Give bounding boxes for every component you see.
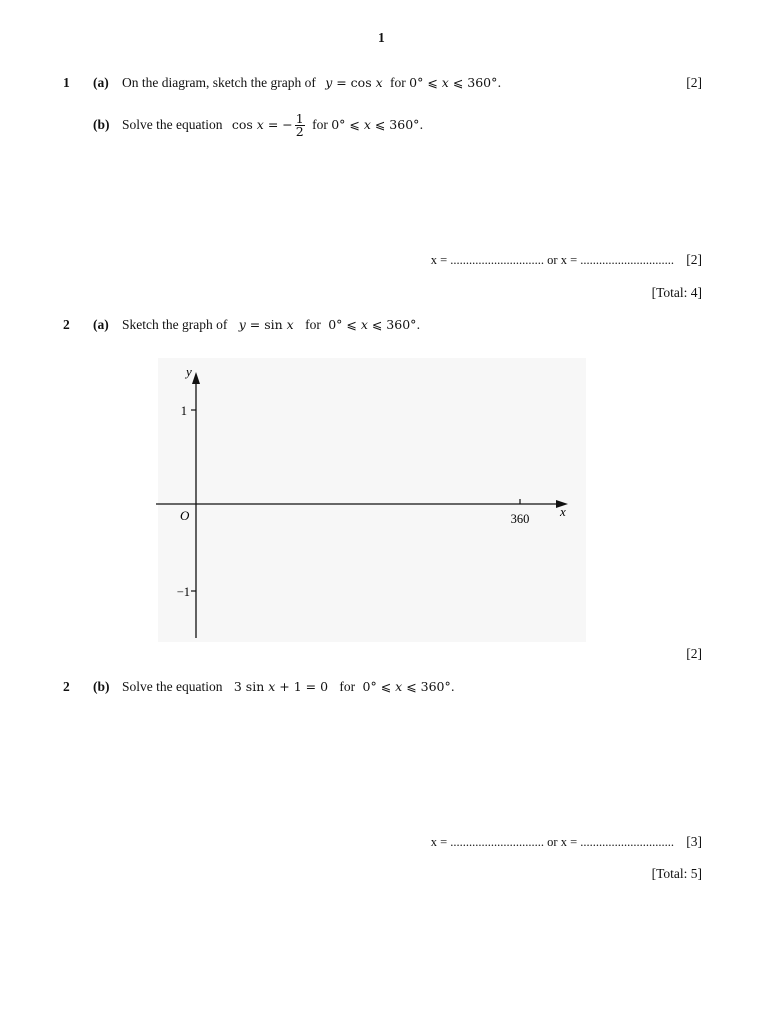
q2a-text — [122, 317, 420, 333]
q1b-equation: cos x = − $\frac{1}{2}$ — [231, 111, 304, 139]
q1-number: 1 — [63, 75, 70, 90]
q2-total: [Total: 5] — [651, 866, 702, 881]
q2-number: 2 — [63, 317, 70, 332]
q2a-for: for — [305, 317, 321, 332]
q2b-range: 0° ⩽ x ⩽ 360°. — [362, 679, 455, 694]
q2b-text — [122, 679, 455, 695]
q2b-for: for — [339, 679, 356, 694]
q1b-range: 0° ⩽ x ⩽ 360°. — [331, 117, 424, 132]
page-number: 1 — [378, 30, 385, 45]
q1a-label: (a) — [93, 75, 109, 90]
q1a-text — [122, 75, 501, 91]
q2b-equation: 3 sin x + 1 = 0 — [233, 679, 329, 694]
diagram-background — [158, 358, 586, 642]
q2a-label: (a) — [93, 317, 109, 332]
q2b-prompt: Solve the equation — [122, 679, 223, 694]
q1b-marks: [2] — [686, 252, 702, 267]
x-tick-label-360: 360 — [510, 512, 530, 526]
x-axis-label: x — [560, 504, 566, 519]
q1b-fraction: $\frac{1}{2}$ — [295, 111, 304, 139]
q1a-for: for — [390, 75, 406, 90]
q2b-label: (b) — [93, 679, 110, 694]
q2a-prompt: Sketch the graph of — [122, 317, 228, 332]
sine-axes-diagram[interactable] — [150, 358, 590, 644]
y-tick-label-minus-1: −1 — [176, 585, 190, 599]
q1b-for: for — [312, 117, 328, 132]
q1b-answer-line[interactable]: x = .............................. or x = .............................. — [430, 253, 674, 267]
q1b-prompt: Solve the equation — [122, 117, 223, 132]
q2b-answer-line[interactable]: x = .............................. or x = .............................. — [430, 835, 674, 849]
q1a-equation: y = cos x — [325, 75, 383, 90]
q1b-label: (b) — [93, 117, 110, 132]
q2b-marks: [3] — [686, 834, 702, 849]
q1-total: [Total: 4] — [651, 285, 702, 300]
q2a-range: 0° ⩽ x ⩽ 360°. — [328, 317, 421, 332]
q1a-prompt: On the diagram, sketch the graph of — [122, 75, 316, 90]
y-tick-label-1: 1 — [180, 404, 187, 418]
q2a-marks: [2] — [686, 646, 702, 661]
origin-label: O — [180, 508, 190, 523]
q1a-marks: [2] — [686, 75, 702, 90]
y-axis-label: y — [186, 364, 192, 379]
q2b-number: 2 — [63, 679, 70, 694]
q1b-text — [122, 109, 423, 141]
q2a-equation: y = sin x — [238, 317, 294, 332]
q1a-range: 0° ⩽ x ⩽ 360°. — [409, 75, 502, 90]
